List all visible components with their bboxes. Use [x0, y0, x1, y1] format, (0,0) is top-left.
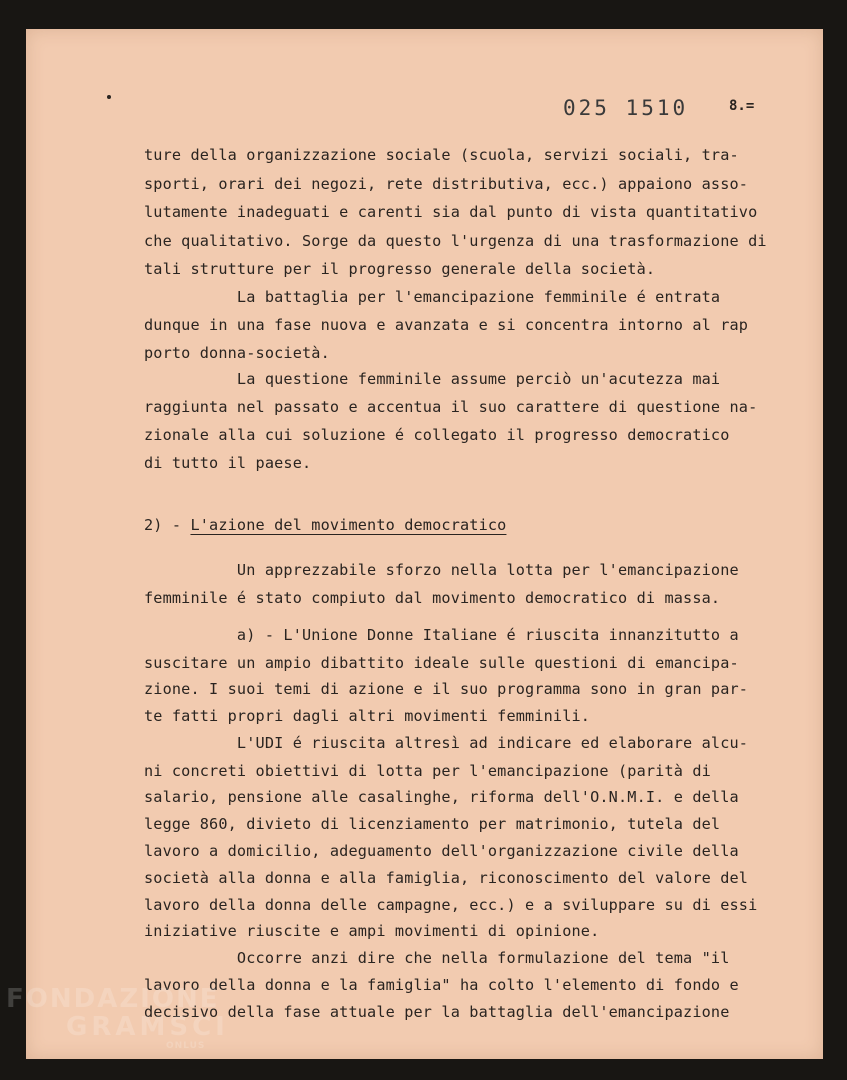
text-line: lavoro a domicilio, adeguamento dell'organizzazione civile della	[144, 842, 739, 860]
text-line: tali strutture per il progresso generale della società.	[144, 260, 656, 278]
text-line: lavoro della donna e la famiglia" ha colto l'elemento di fondo e	[144, 976, 739, 994]
watermark-line: FONDAZIONE	[6, 984, 220, 1014]
text-line: porto donna-società.	[144, 344, 330, 362]
text-line: zione. I suoi temi di azione e il suo programma sono in gran par-	[144, 680, 749, 698]
text-line: che qualitativo. Sorge da questo l'urgenza di una trasformazione di	[144, 232, 767, 250]
text-line: società alla donna e alla famiglia, riconoscimento del valore del	[144, 869, 749, 887]
section-title: L'azione del movimento democratico	[190, 516, 507, 534]
archive-number: 025 1510	[563, 96, 689, 120]
text-line: decisivo della fase attuale per la battaglia dell'emancipazione	[144, 1003, 730, 1021]
watermark-line: ONLUS	[166, 1041, 206, 1051]
text-line: La questione femminile assume perciò un'acutezza mai	[144, 370, 721, 388]
text-line: Un apprezzabile sforzo nella lotta per l'emancipazione	[144, 561, 739, 579]
text-line: a) - L'Unione Donne Italiane é riuscita innanzitutto a	[144, 626, 739, 644]
text-line: iniziative riuscite e ampi movimenti di opinione.	[144, 922, 600, 940]
page-number: 8.=	[729, 98, 755, 114]
text-line: L'UDI é riuscita altresì ad indicare ed elaborare alcu-	[144, 734, 749, 752]
watermark-line: GRAMSCI	[66, 1012, 229, 1042]
ink-dot	[107, 95, 111, 99]
fondazione-gramsci-watermark	[6, 986, 229, 1051]
text-line: ture della organizzazione sociale (scuola, servizi sociali, tra-	[144, 146, 739, 164]
text-line: Occorre anzi dire che nella formulazione del tema "il	[144, 949, 730, 967]
section-heading	[144, 516, 506, 534]
text-line: lavoro della donna delle campagne, ecc.) e a sviluppare su di essi	[144, 896, 758, 914]
section-number: 2) -	[144, 516, 191, 534]
text-line: ni concreti obiettivi di lotta per l'emancipazione (parità di	[144, 762, 711, 780]
text-line: legge 860, divieto di licenziamento per matrimonio, tutela del	[144, 815, 721, 833]
text-line: te fatti propri dagli altri movimenti femminili.	[144, 707, 591, 725]
text-line: sporti, orari dei negozi, rete distributiva, ecc.) appaiono asso-	[144, 175, 749, 193]
text-line: zionale alla cui soluzione é collegato il progresso democratico	[144, 426, 730, 444]
text-line: di tutto il paese.	[144, 454, 312, 472]
text-line: raggiunta nel passato e accentua il suo carattere di questione na-	[144, 398, 758, 416]
text-line: suscitare un ampio dibattito ideale sulle questioni di emancipa-	[144, 654, 739, 672]
text-line: La battaglia per l'emancipazione femminile é entrata	[144, 288, 721, 306]
text-line: dunque in una fase nuova e avanzata e si concentra intorno al rap	[144, 316, 749, 334]
text-line: lutamente inadeguati e carenti sia dal punto di vista quantitativo	[144, 203, 758, 221]
text-line: salario, pensione alle casalinghe, riforma dell'O.N.M.I. e della	[144, 788, 739, 806]
text-line: femminile é stato compiuto dal movimento democratico di massa.	[144, 589, 721, 607]
